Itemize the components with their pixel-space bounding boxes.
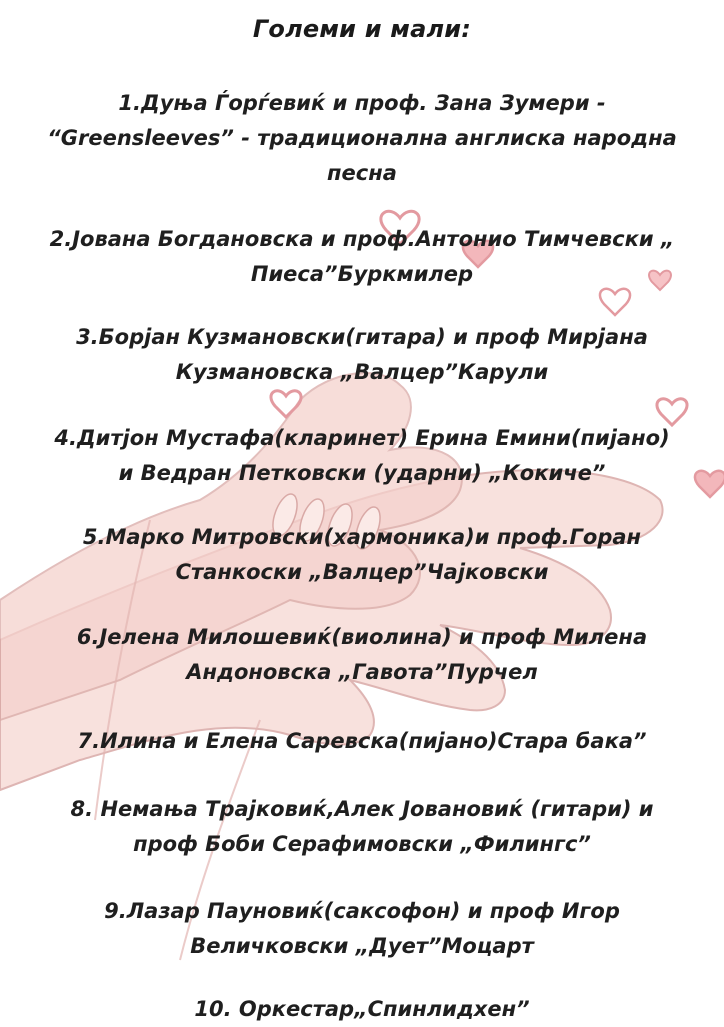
list-item: [30, 86, 694, 191]
list-item-line: 10. Оркестар„Спинлидхен”: [194, 997, 530, 1021]
list-item-line: 5.Марко Митровски(хармоника)и проф.Горан: [82, 525, 642, 549]
list-item-line: и Ведран Петковски (ударни) „Кокиче”: [118, 461, 606, 485]
list-item: [30, 421, 694, 491]
list-item-line: 4.Дитјон Мустафа(кларинет) Ерина Емини(пијано): [54, 426, 670, 450]
list-item: [30, 724, 694, 759]
list-item: [30, 222, 694, 292]
list-item-line: Андоновска „Гавота”Пурчел: [186, 660, 538, 684]
list-item-line: Пиеса”Буркмилер: [250, 262, 474, 286]
list-item-line: 1.Дуња Ѓорѓевиќ и проф. Зана Зумери -: [118, 91, 606, 115]
list-item: [30, 620, 694, 690]
list-item: [30, 320, 694, 390]
list-item: [30, 792, 694, 862]
list-item-line: проф Боби Серафимовски „Филингс”: [133, 832, 591, 856]
list-item: [30, 894, 694, 964]
list-item-line: 9.Лазар Пауновиќ(саксофон) и проф Игор: [104, 899, 620, 923]
list-item-line: 6.Јелена Милошевиќ(виолина) и проф Милена: [76, 625, 648, 649]
list-item-line: Станкоски „Валцер”Чајковски: [175, 560, 549, 584]
list-item-line: 8. Немања Трајковиќ,Алек Јовановиќ (гитари) и: [70, 797, 654, 821]
list-item: [30, 992, 694, 1027]
list-item-line: Кузмановска „Валцер”Карули: [175, 360, 549, 384]
list-item-line: “Greensleeves” - традиционална англиска народна: [47, 126, 677, 150]
list-item: [30, 520, 694, 590]
list-item-line: 7.Илина и Елена Саревска(пијано)Стара бака”: [77, 729, 647, 753]
list-item-line: песна: [327, 161, 397, 185]
list-item-line: 3.Борјан Кузмановски(гитара) и проф Мирјана: [76, 325, 648, 349]
list-item-line: Величковски „Дует”Моцарт: [190, 934, 534, 958]
page-title: Големи и мали:: [252, 15, 472, 43]
list-item-line: 2.Јована Богдановска и проф.Антонио Тимчевски „: [49, 227, 675, 251]
